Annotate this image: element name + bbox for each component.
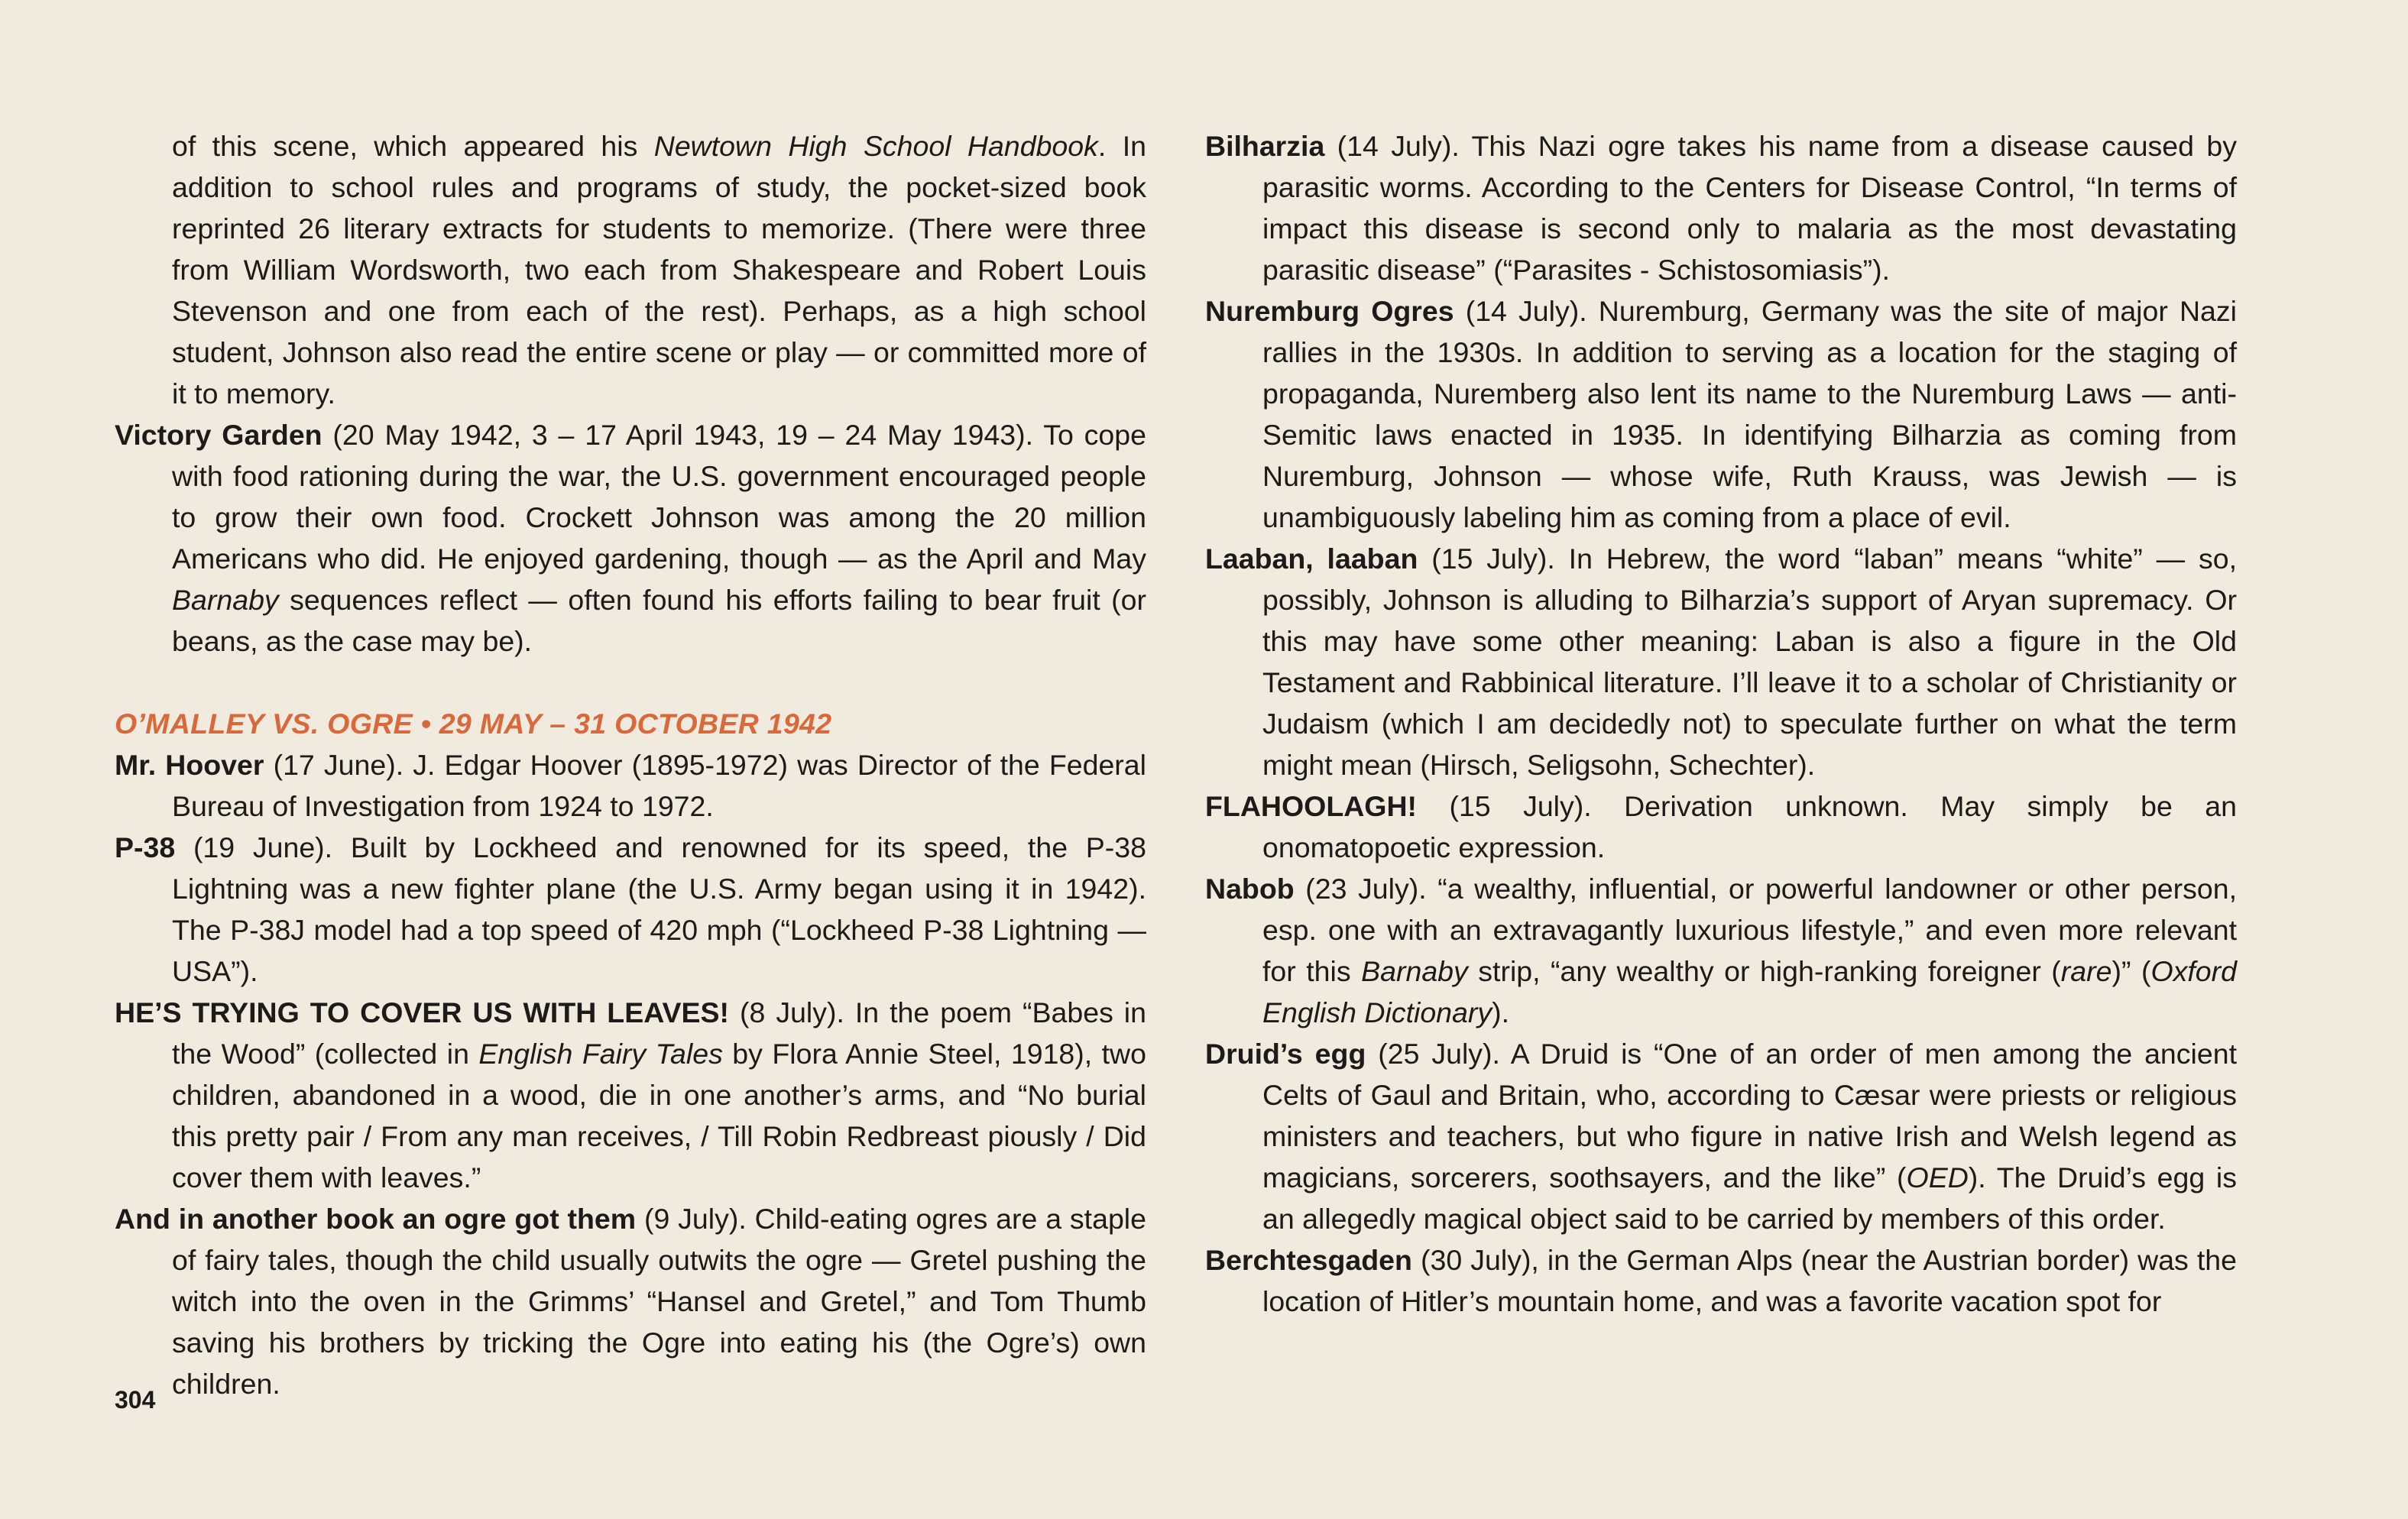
glossary-entry-nabob <box>1205 868 2237 1033</box>
glossary-entry-druids-egg <box>1205 1033 2237 1239</box>
section-heading: O’MALLEY VS. OGRE • 29 MAY – 31 OCTOBER 1942 <box>115 708 832 740</box>
glossary-entry-mr-hoover <box>115 744 1146 827</box>
entry-term: Victory Garden <box>115 419 322 451</box>
entry-text: (9 July). Child-eating ogres are a staple of fairy tales, though the child usually outwits the ogre — Gretel pushing the witch into the oven in the Grimms’ “Hansel and Gretel,” and Tom Thumb saving his brothers by tricking the Ogre into eating his (the Ogre’s) own children. <box>172 1203 1146 1400</box>
entry-text: (15 July). Derivation unknown. May simply be an onomatopoetic expression. <box>1262 790 2237 863</box>
entry-text: ). <box>1492 996 1510 1028</box>
italic-title: Barnaby <box>172 584 279 616</box>
entry-text: sequences reflect — often found his efforts failing to bear fruit (or beans, as the case may be). <box>172 584 1146 657</box>
glossary-entry-ogre-got-them <box>115 1198 1146 1404</box>
entry-text: ). The Druid’s egg is an allegedly magical object said to be carried by members of this order. <box>1262 1161 2238 1235</box>
entry-term: P-38 <box>115 831 176 863</box>
italic-title: Newtown High School Handbook <box>653 130 1098 162</box>
entry-term: Mr. Hoover <box>115 749 264 781</box>
entry-term: FLAHOOLAGH! <box>1205 790 1418 822</box>
entry-text: by Flora Annie Steel, 1918), two children, abandoned in a wood, die in one another’s arms, and “No burial this pretty pair / From any man receives, / Till Robin Redbreast piously / Did cover them with leaves.” <box>172 1038 1146 1194</box>
entry-text: (19 June). Built by Lockheed and renowned for its speed, the P-38 Lightning was a new fighter plane (the U.S. Army began using it in 1942). The P-38J model had a top speed of 420 mph (“Lockheed P-38 Lightning — USA”). <box>172 831 1146 987</box>
entry-text: (15 July). In Hebrew, the word “laban” means “white” — so, possibly, Johnson is alluding to Bilharzia’s support of Aryan supremacy. Or this may have some other meaning: Laban is also a figure in the Old Testament and Rabbinical literature. I’ll leave it to a scholar of Christianity or Judaism (which I am decidedly not) to speculate further on what the term might mean (Hirsch, Seligsohn, Schechter). <box>1262 542 2237 781</box>
entry-term: Berchtesgaden <box>1205 1244 1412 1276</box>
glossary-entry-laaban <box>1205 538 2237 785</box>
italic-title: Oxford English Dictionary <box>1262 955 2237 1028</box>
entry-term: Nabob <box>1205 873 1295 905</box>
paragraph-text: of this scene, which appeared his <box>172 130 654 162</box>
italic-title: Barnaby <box>1361 955 1468 987</box>
entry-text: (23 July). “a wealthy, influential, or powerful landowner or other person, esp. one with an extravagantly luxurious lifestyle,” and even more relevant for this <box>1262 873 2237 987</box>
entry-term: And in another book an ogre got them <box>115 1203 637 1235</box>
italic-abbreviation: OED <box>1906 1161 1969 1194</box>
page-number: 304 <box>115 1386 156 1414</box>
glossary-entry-victory-garden <box>115 414 1146 662</box>
entry-term: Bilharzia <box>1205 130 1325 162</box>
entry-text: (25 July). A Druid is “One of an order of men among the ancient Celts of Gaul and Britain, who, according to Cæsar were priests or religious ministers and teachers, but who figure in native Irish and Welsh legend as magicians, sorcerers, soothsayers, and the like” ( <box>1262 1038 2237 1194</box>
continuation-paragraph <box>115 125 1146 414</box>
paragraph-text: . In addition to school rules and programs of study, the pocket-sized book reprinted 26 literary extracts for students to memorize. (There were three from William Wordsworth, two each from Shakespeare and Robert Louis Stevenson and one from each of the rest). Perhaps, as a high school student, Johnson also read the entire scene or play — or committed more of it to memory. <box>172 130 1146 410</box>
entry-text: (20 May 1942, 3 – 17 April 1943, 19 – 24 May 1943). To cope with food rationing during the war, the U.S. government encouraged people to grow their own food. Crockett Johnson was among the 20 million Americans who did. He enjoyed gardening, though — as the April and May <box>172 419 1146 575</box>
entry-term: Laaban, laaban <box>1205 542 1418 575</box>
left-column <box>115 125 1146 1404</box>
right-column <box>1205 125 2237 1322</box>
entry-text: strip, “any wealthy or high-ranking foreigner ( <box>1467 955 2061 987</box>
entry-term: Druid’s egg <box>1205 1038 1366 1070</box>
entry-text: (14 July). Nuremburg, Germany was the site of major Nazi rallies in the 1930s. In addition to serving as a location for the staging of propaganda, Nuremberg also lent its name to the Nuremburg Laws — anti-Semitic laws enacted in 1935. In identifying Bilharzia as coming from Nuremburg, Johnson — whose wife, Ruth Krauss, was Jewish — is unambiguously labeling him as coming from a place of evil. <box>1262 295 2237 533</box>
glossary-entry-berchtesgaden <box>1205 1239 2237 1322</box>
entry-text: (8 July). In the poem “Babes in the Wood” (collected in <box>172 996 1146 1070</box>
entry-text: )” ( <box>2111 955 2151 987</box>
glossary-entry-nuremburg-ogres <box>1205 290 2237 538</box>
entry-text: (17 June). J. Edgar Hoover (1895-1972) was Director of the Federal Bureau of Investigation from 1924 to 1972. <box>172 749 1146 822</box>
entry-text: (30 July), in the German Alps (near the Austrian border) was the location of Hitler’s mountain home, and was a favorite vacation spot for <box>1262 1244 2237 1317</box>
entry-text: (14 July). This Nazi ogre takes his name from a disease caused by parasitic worms. According to the Centers for Disease Control, “In terms of impact this disease is second only to malaria as the most devastating parasitic disease” (“Parasites - Schistosomiasis”). <box>1262 130 2237 286</box>
glossary-entry-cover-with-leaves <box>115 992 1146 1198</box>
glossary-entry-flahoolagh <box>1205 785 2237 868</box>
italic-title: English Fairy Tales <box>478 1038 723 1070</box>
glossary-entry-bilharzia <box>1205 125 2237 290</box>
entry-term: HE’S TRYING TO COVER US WITH LEAVES! <box>115 996 730 1028</box>
italic-word: rare <box>2060 955 2112 987</box>
glossary-entry-p-38 <box>115 827 1146 992</box>
entry-term: Nuremburg Ogres <box>1205 295 1454 327</box>
